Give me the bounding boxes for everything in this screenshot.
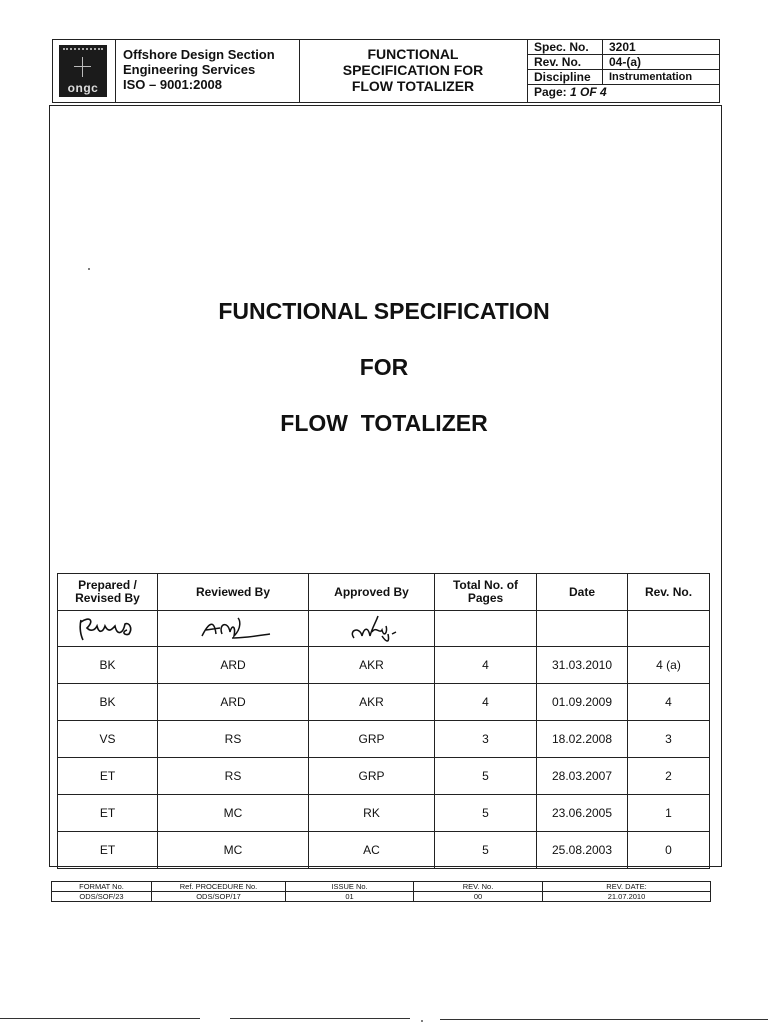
header-title-line-3: FLOW TOTALIZER bbox=[351, 78, 475, 94]
cell-approved: AKR bbox=[309, 684, 435, 721]
footer-rev-date-label: REV. DATE: bbox=[543, 882, 711, 892]
cell-reviewed: MC bbox=[158, 795, 309, 832]
header-date: Date bbox=[537, 574, 628, 611]
cell-rev: 3 bbox=[628, 721, 710, 758]
header-title-line-1: FUNCTIONAL bbox=[367, 46, 459, 62]
cell-pages: 5 bbox=[435, 758, 537, 795]
table-row bbox=[58, 721, 710, 758]
ongc-logo bbox=[59, 45, 107, 97]
spec-no-value: 3201 bbox=[603, 40, 721, 55]
cell-pages: 3 bbox=[435, 721, 537, 758]
document-header bbox=[52, 39, 720, 103]
cell-rev: 0 bbox=[628, 832, 710, 869]
cell-date: 18.02.2008 bbox=[537, 721, 628, 758]
cell-date: 01.09.2009 bbox=[537, 684, 628, 721]
main-title-line-3: FLOW TOTALIZER bbox=[280, 410, 488, 436]
cell-prepared: ET bbox=[58, 758, 158, 795]
cell-approved: AKR bbox=[309, 647, 435, 684]
cell-rev: 4 (a) bbox=[628, 647, 710, 684]
cell-reviewed: ARD bbox=[158, 684, 309, 721]
spec-no-label: Spec. No. bbox=[528, 40, 603, 55]
cell-prepared: ET bbox=[58, 795, 158, 832]
spec-info-table bbox=[527, 40, 720, 99]
cell-approved: GRP bbox=[309, 758, 435, 795]
cell-pages: 4 bbox=[435, 684, 537, 721]
footer-issue-label: ISSUE No. bbox=[286, 882, 414, 892]
discipline-value: Instrumentation bbox=[603, 70, 721, 85]
table-row bbox=[58, 758, 710, 795]
scan-line bbox=[0, 1018, 200, 1019]
signature-approved-mark bbox=[332, 612, 412, 646]
organization-block bbox=[123, 47, 299, 92]
header-reviewed-by: Reviewed By bbox=[158, 574, 309, 611]
footer-issue-value: 01 bbox=[286, 892, 414, 902]
signature-row bbox=[58, 611, 710, 647]
org-line-1: Offshore Design Section bbox=[123, 47, 275, 62]
cell-date: 31.03.2010 bbox=[537, 647, 628, 684]
cell-date: 25.08.2003 bbox=[537, 832, 628, 869]
main-title-line-1: FUNCTIONAL SPECIFICATION bbox=[218, 298, 550, 324]
cell-rev: 2 bbox=[628, 758, 710, 795]
footer-rev-label: REV. No. bbox=[414, 882, 543, 892]
rev-no-label: Rev. No. bbox=[528, 55, 603, 70]
footer-rev-date-value: 21.07.2010 bbox=[543, 892, 711, 902]
cell-pages: 5 bbox=[435, 795, 537, 832]
logo-text: ongc bbox=[67, 81, 99, 95]
footer-procedure-label: Ref. PROCEDURE No. bbox=[152, 882, 286, 892]
cell-rev: 4 bbox=[628, 684, 710, 721]
scan-speck bbox=[421, 1020, 423, 1022]
main-title-line-2: FOR bbox=[359, 354, 409, 380]
cell-prepared: BK bbox=[58, 684, 158, 721]
signature-reviewed-mark bbox=[188, 614, 278, 644]
table-row bbox=[58, 832, 710, 869]
rev-no-value: 04-(a) bbox=[603, 55, 721, 70]
footer-procedure-value: ODS/SOP/17 bbox=[152, 892, 286, 902]
cell-prepared: BK bbox=[58, 647, 158, 684]
cell-pages: 5 bbox=[435, 832, 537, 869]
cell-approved: AC bbox=[309, 832, 435, 869]
org-line-3: ISO – 9001:2008 bbox=[123, 77, 223, 92]
scan-speck bbox=[88, 268, 90, 270]
signature-prepared bbox=[58, 611, 158, 647]
org-line-2: Engineering Services bbox=[123, 62, 256, 77]
cell-date: 23.06.2005 bbox=[537, 795, 628, 832]
scan-line bbox=[230, 1018, 410, 1019]
header-rev-no: Rev. No. bbox=[628, 574, 710, 611]
header-title bbox=[300, 46, 526, 94]
signature-prepared-mark bbox=[73, 614, 143, 644]
cell-rev: 1 bbox=[628, 795, 710, 832]
footer-format-value: ODS/SOF/23 bbox=[52, 892, 152, 902]
cell-reviewed: ARD bbox=[158, 647, 309, 684]
header-total-pages: Total No. of Pages bbox=[435, 574, 537, 611]
cell-prepared: VS bbox=[58, 721, 158, 758]
cell-reviewed: MC bbox=[158, 832, 309, 869]
table-row bbox=[58, 684, 710, 721]
cell-prepared: ET bbox=[58, 832, 158, 869]
header-approved-by: Approved By bbox=[309, 574, 435, 611]
table-row bbox=[58, 647, 710, 684]
page-label: Page: bbox=[534, 85, 567, 99]
page-value: 1 OF 4 bbox=[570, 85, 607, 99]
revision-table bbox=[57, 573, 710, 869]
header-prepared-by: Prepared / Revised By bbox=[58, 574, 158, 611]
table-row bbox=[58, 795, 710, 832]
signature-reviewed bbox=[158, 611, 309, 647]
footer-format-label: FORMAT No. bbox=[52, 882, 152, 892]
signature-approved bbox=[309, 611, 435, 647]
cell-approved: GRP bbox=[309, 721, 435, 758]
header-title-line-2: SPECIFICATION FOR bbox=[342, 62, 484, 78]
scan-line bbox=[440, 1019, 768, 1020]
footer-rev-value: 00 bbox=[414, 892, 543, 902]
cell-approved: RK bbox=[309, 795, 435, 832]
discipline-label: Discipline bbox=[528, 70, 603, 85]
page-indicator bbox=[528, 85, 721, 100]
format-footer bbox=[51, 881, 711, 902]
revision-header-row bbox=[58, 574, 710, 611]
cell-reviewed: RS bbox=[158, 758, 309, 795]
cell-reviewed: RS bbox=[158, 721, 309, 758]
cell-date: 28.03.2007 bbox=[537, 758, 628, 795]
cell-pages: 4 bbox=[435, 647, 537, 684]
